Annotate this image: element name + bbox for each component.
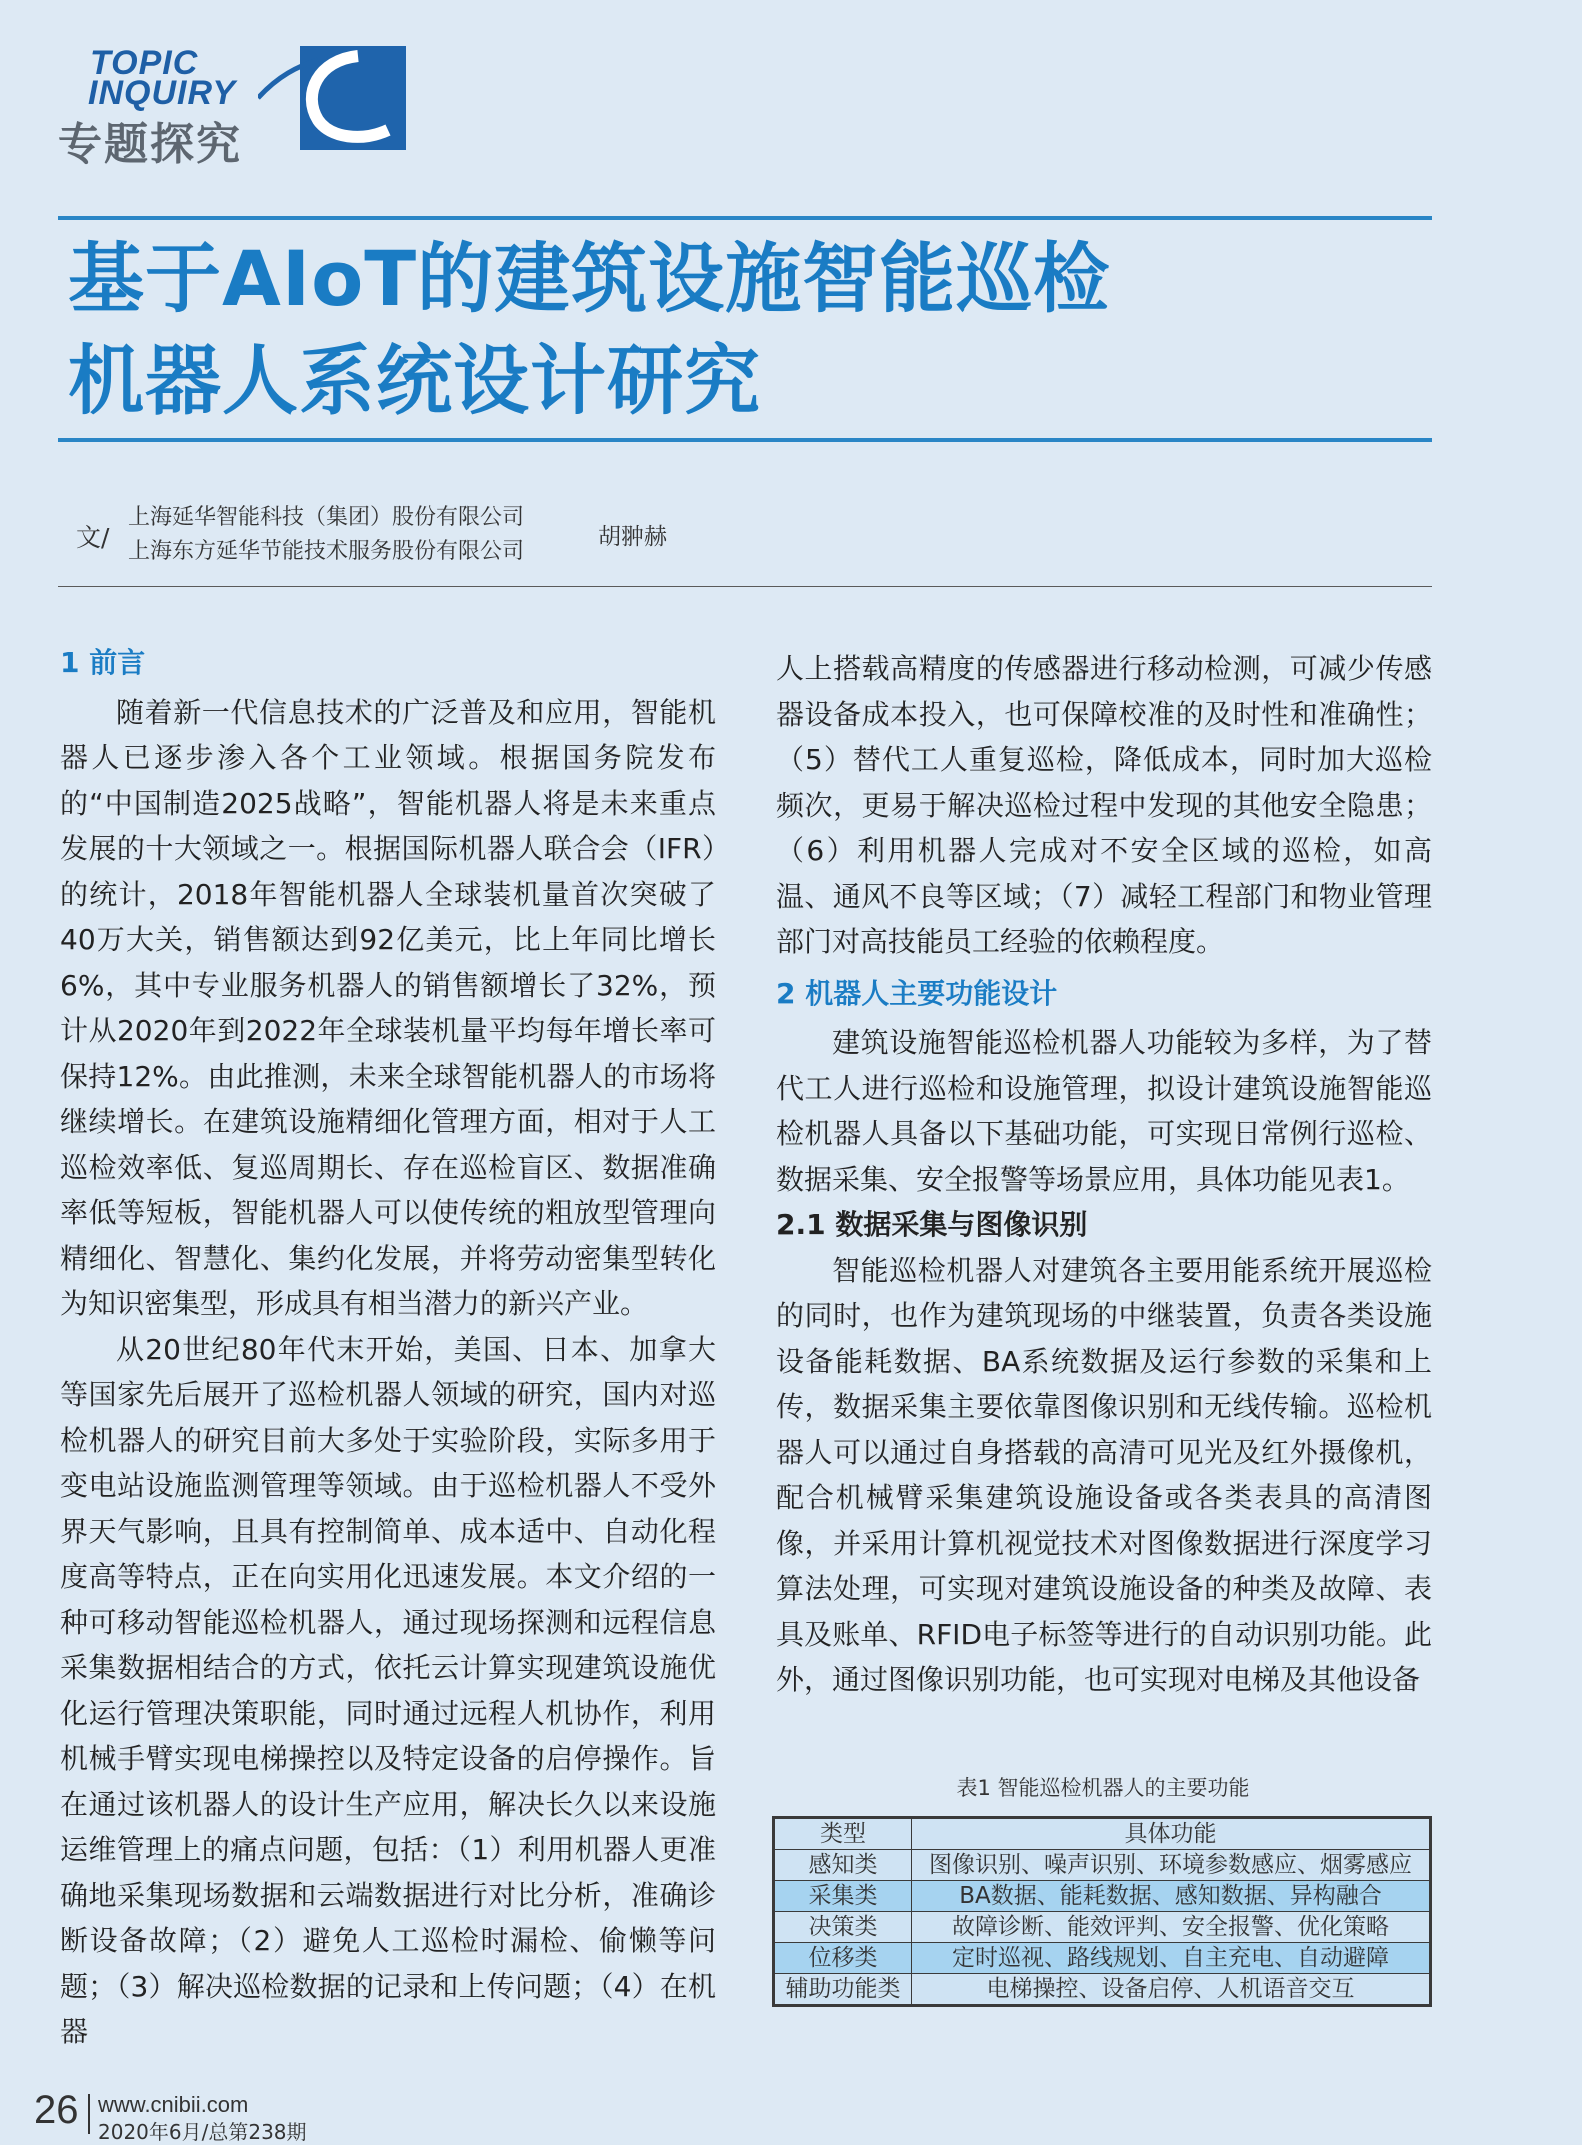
logo-topic-text: TOPIC — [90, 44, 199, 82]
table-row — [774, 1974, 1431, 2006]
topic-inquiry-logo — [58, 44, 358, 170]
section-heading-2: 2 机器人主要功能设计 — [776, 976, 1058, 1010]
function-table — [772, 1816, 1432, 2007]
page-title — [68, 228, 1408, 432]
table-cell-function: 故障诊断、能效评判、安全报警、优化策略 — [912, 1912, 1431, 1943]
page-number: 26 — [34, 2088, 79, 2132]
byline-org-2: 上海东方延华节能技术服务股份有限公司 — [128, 539, 525, 564]
left-column — [60, 640, 716, 2055]
subsection-heading-2-1: 2.1 数据采集与图像识别 — [776, 1208, 1088, 1241]
byline-prefix: 文/ — [76, 523, 110, 552]
paragraph-intro-2: 从20世纪80年代末开始，美国、日本、加拿大等国家先后展开了巡检机器人领域的研究，国内对巡检机器人的研究目前大多处于实验阶段，实际多用于变电站设施监测管理等领域。由于巡检机器人不受外界天气影响，且具有控制简单、成本适中、自动化程度高等特点，正在向实用化迅速发展。本文介绍的一种可移动智能巡检机器人，通过现场探测和远程信息采集数据相结合的方式，依托云计算实现建筑设施优化运行管理决策职能，同时通过远程人机协作，利用机械手臂实现电梯操控以及特定设备的启停操作。旨在通过该机器人的设计生产应用，解决长久以来设施运维管理上的痛点问题，包括：（1）利用机器人更准确地采集现场数据和云端数据进行对比分析，准确诊断设备故障；（2）避免人工巡检时漏检、偷懒等问题；（3）解决巡检数据的记录和上传问题；（4）在机器 — [60, 1332, 716, 2048]
logo-inquiry-text: INQUIRY — [88, 74, 237, 112]
byline-author: 胡翀赫 — [598, 524, 667, 550]
table-cell-type: 采集类 — [774, 1881, 912, 1912]
table-caption: 表1 智能巡检机器人的主要功能 — [956, 1776, 1250, 1800]
table-cell-function: 定时巡视、路线规划、自主充电、自动避障 — [912, 1943, 1431, 1974]
table-cell-type: 决策类 — [774, 1912, 912, 1943]
paragraph-function-design: 建筑设施智能巡检机器人功能较为多样，为了替代工人进行巡检和设施管理，拟设计建筑设施智能巡检机器人具备以下基础功能，可实现日常例行巡检、数据采集、安全报警等场景应用，具体功能见表1。 — [776, 1026, 1432, 1196]
table-row — [774, 1850, 1431, 1881]
footer-website-link[interactable]: www.cnibii.com — [98, 2092, 249, 2117]
table-cell-type: 辅助功能类 — [774, 1974, 912, 2006]
table-header-cell: 类型 — [774, 1818, 912, 1850]
paragraph-continued: 人上搭载高精度的传感器进行移动检测，可减少传感器设备成本投入，也可保障校准的及时性和准确性；（5）替代工人重复巡检，降低成本，同时加大巡检频次，更易于解决巡检过程中发现的其他安全隐患；（6）利用机器人完成对不安全区域的巡检，如高温、通风不良等区域；（7）减轻工程部门和物业管理部门对高技能员工经验的依赖程度。 — [776, 652, 1432, 958]
table-cell-type: 感知类 — [774, 1850, 912, 1881]
paragraph-intro-1: 随着新一代信息技术的广泛普及和应用，智能机器人已逐步渗入各个工业领域。根据国务院发布的“中国制造2025战略”，智能机器人将是未来重点发展的十大领域之一。根据国际机器人联合会（IFR）的统计，2018年智能机器人全球装机量首次突破了40万大关，销售额达到92亿美元，比上年同比增长6%，其中专业服务机器人的销售额增长了32%，预计从2020年到2022年全球装机量平均每年增长率可保持12%。由此推测，未来全球智能机器人的市场将继续增长。在建筑设施精细化管理方面，相对于人工巡检效率低、复巡周期长、存在巡检盲区、数据准确率低等短板，智能机器人可以使传统的粗放型管理向精细化、智慧化、集约化发展，并将劳动密集型转化为知识密集型，形成具有相当潜力的新兴产业。 — [60, 695, 716, 1320]
right-column — [776, 646, 1432, 1703]
byline-org-1: 上海延华智能科技（集团）股份有限公司 — [128, 505, 525, 530]
logo-mark-icon — [258, 46, 406, 150]
logo-chinese-text: 专题探究 — [58, 119, 242, 170]
title-line-2: 机器人系统设计研究 — [68, 336, 761, 425]
footer-issue: 2020年6月/总第238期 — [98, 2120, 307, 2144]
title-line-1: 基于AIoT的建筑设施智能巡检 — [68, 234, 1111, 323]
title-bottom-rule — [58, 438, 1432, 442]
paragraph-data-collection: 智能巡检机器人对建筑各主要用能系统开展巡检的同时，也作为建筑现场的中继装置，负责各类设施设备能耗数据、BA系统数据及运行参数的采集和上传，数据采集主要依靠图像识别和无线传输。巡检机器人可以通过自身搭载的高清可见光及红外摄像机，配合机械臂采集建筑设施设备或各类表具的高清图像，并采用计算机视觉技术对图像数据进行深度学习算法处理，可实现对建筑设施设备的种类及故障、表具及账单、RFID电子标签等进行的自动识别功能。此外，通过图像识别功能，也可实现对电梯及其他设备 — [776, 1253, 1432, 1696]
footer-divider — [88, 2094, 90, 2134]
table-header-cell: 具体功能 — [912, 1818, 1431, 1850]
table-cell-type: 位移类 — [774, 1943, 912, 1974]
table-row — [774, 1881, 1431, 1912]
table-cell-function: BA数据、能耗数据、感知数据、异构融合 — [912, 1881, 1431, 1912]
table-header-row — [774, 1818, 1431, 1850]
table-row — [774, 1943, 1431, 1974]
table-cell-function: 图像识别、噪声识别、环境参数感应、烟雾感应 — [912, 1850, 1431, 1881]
section-heading-1: 1 前言 — [60, 646, 146, 679]
table-cell-function: 电梯操控、设备启停、人机语音交互 — [912, 1974, 1431, 2006]
title-top-rule — [58, 216, 1432, 220]
byline-divider — [58, 586, 1432, 587]
table-row — [774, 1912, 1431, 1943]
